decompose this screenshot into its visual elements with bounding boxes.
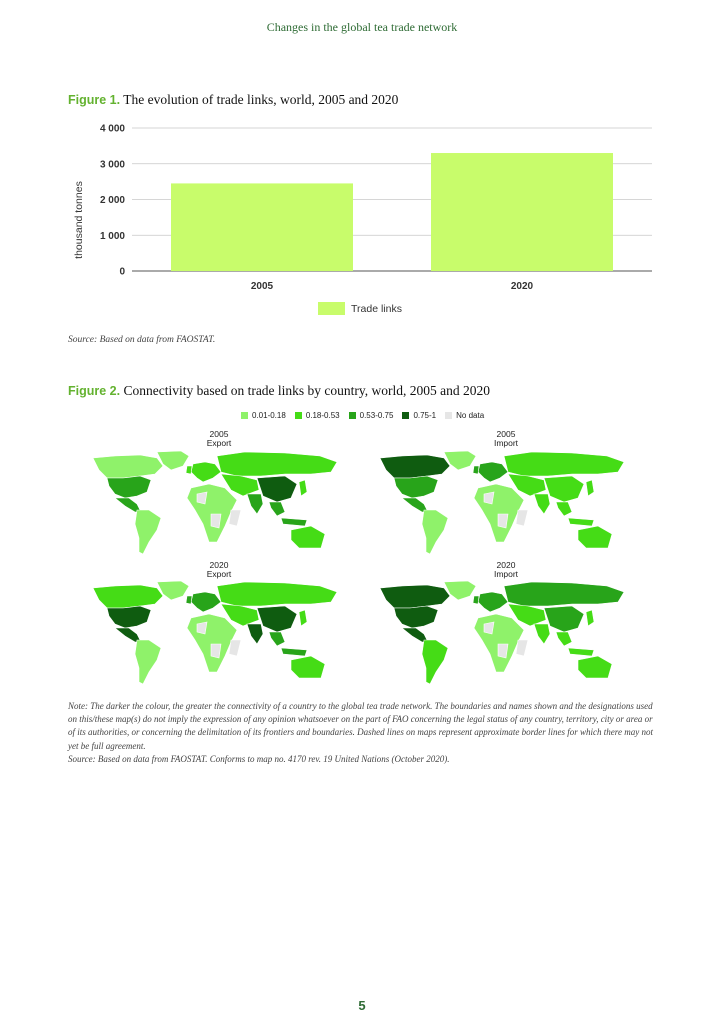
- chart-y-axis-label: thousand tonnes: [73, 181, 85, 259]
- region-seasia: [568, 518, 594, 526]
- region-europe: [186, 466, 192, 474]
- region-china: [544, 476, 584, 502]
- region-samerica: [422, 640, 448, 684]
- region-india: [247, 494, 263, 514]
- figure2-title: [68, 383, 490, 399]
- map-legend-item: [445, 411, 484, 420]
- figure2-caption: Connectivity based on trade links by country, world, 2005 and 2020: [123, 383, 491, 398]
- figure2-source: Source: Based on data from FAOSTAT. Conforms to map no. 4170 rev. 19 United Nations (October 2020).: [68, 753, 450, 764]
- y-tick-label: 0: [119, 266, 125, 278]
- region-europe: [478, 462, 508, 482]
- legend-label-trade-links: Trade links: [351, 302, 402, 315]
- region-seasia: [556, 502, 572, 516]
- map-panel-label-2020-export: 2020 Export: [206, 560, 232, 579]
- region-no-data: [498, 644, 508, 658]
- region-no-data: [211, 514, 221, 528]
- world-map-2005-export: [85, 448, 357, 558]
- region-asia: [299, 480, 307, 496]
- map-legend-item: [241, 411, 286, 420]
- region-seasia: [281, 648, 307, 656]
- region-no-data: [197, 492, 207, 504]
- region-india: [247, 624, 263, 644]
- region-no-data: [516, 640, 528, 656]
- figure2-number: Figure 2.: [68, 384, 121, 398]
- y-tick-label: 1 000: [99, 230, 125, 242]
- region-europe: [473, 596, 479, 604]
- trade-links-bar-chart: [60, 115, 660, 295]
- region-australia: [578, 656, 612, 678]
- figure1-caption: The evolution of trade links, world, 2005 and 2020: [123, 92, 399, 107]
- map-legend-label: 0.18-0.53: [305, 411, 340, 420]
- world-map-2020-export: [85, 578, 357, 688]
- region-india: [534, 494, 550, 514]
- region-no-data: [197, 622, 207, 634]
- legend-swatch-trade-links: [318, 302, 345, 315]
- region-namerica: [394, 476, 438, 498]
- region-australia: [291, 526, 325, 548]
- region-africa: [187, 614, 237, 672]
- map-legend-swatch: [349, 412, 356, 419]
- map-panel-label-2005-export: 2005 Export: [206, 429, 232, 448]
- region-no-data: [211, 644, 221, 658]
- chart-legend: [318, 302, 402, 315]
- figure1-title: [68, 92, 398, 108]
- region-no-data: [516, 510, 528, 526]
- region-namerica: [107, 476, 151, 498]
- chart-y-ticks: [100, 124, 125, 278]
- region-no-data: [229, 640, 241, 656]
- region-no-data: [498, 514, 508, 528]
- region-seasia: [269, 632, 285, 646]
- bar-2005: [171, 183, 353, 271]
- region-africa: [474, 484, 524, 542]
- map-legend-swatch: [445, 412, 452, 419]
- region-namerica: [107, 606, 151, 628]
- region-canada: [93, 455, 163, 478]
- region-seasia: [568, 648, 594, 656]
- region-canada: [93, 585, 163, 608]
- region-china: [257, 476, 297, 502]
- region-russia: [217, 452, 337, 476]
- region-canada: [380, 585, 450, 608]
- region-seasia: [556, 632, 572, 646]
- figure1-source: Source: Based on data from FAOSTAT.: [68, 335, 216, 345]
- world-map-2020-import: [372, 578, 644, 688]
- region-europe: [478, 592, 508, 612]
- region-russia: [217, 582, 337, 606]
- region-europe: [473, 466, 479, 474]
- region-australia: [291, 656, 325, 678]
- map-legend-item: [402, 411, 436, 420]
- region-europe: [191, 462, 221, 482]
- region-asia: [586, 480, 594, 496]
- region-asia: [299, 610, 307, 626]
- map-legend-item: [295, 411, 340, 420]
- region-namerica: [394, 606, 438, 628]
- map-legend-swatch: [241, 412, 248, 419]
- x-tick-label: 2020: [510, 281, 534, 292]
- map-panel-label-2005-import: 2005 Import: [493, 429, 519, 448]
- region-samerica: [135, 510, 161, 554]
- world-map-2005-import: [372, 448, 644, 558]
- region-samerica: [422, 510, 448, 554]
- map-legend: [241, 411, 484, 420]
- bar-2020: [431, 153, 613, 271]
- map-legend-label: No data: [456, 411, 485, 420]
- region-africa: [474, 614, 524, 672]
- running-head: Changes in the global tea trade network: [266, 20, 458, 34]
- map-legend-swatch: [402, 412, 409, 419]
- region-australia: [578, 526, 612, 548]
- map-legend-label: 0.01-0.18: [252, 411, 286, 420]
- map-legend-label: 0.53-0.75: [359, 411, 394, 420]
- x-tick-label: 2005: [250, 281, 274, 292]
- region-canada: [380, 455, 450, 478]
- region-russia: [504, 582, 624, 606]
- map-panel-label-2020-import: 2020 Import: [493, 560, 519, 579]
- chart-x-ticks: [251, 281, 534, 292]
- region-europe: [191, 592, 221, 612]
- region-seasia: [281, 518, 307, 526]
- region-china: [544, 606, 584, 632]
- map-legend-swatch: [295, 412, 302, 419]
- map-legend-label: 0.75-1: [413, 411, 437, 420]
- region-asia: [586, 610, 594, 626]
- region-africa: [187, 484, 237, 542]
- figure2-note-block: [68, 700, 656, 766]
- region-samerica: [135, 640, 161, 684]
- region-no-data: [484, 622, 494, 634]
- chart-bars: [171, 153, 613, 271]
- figure1-number: Figure 1.: [68, 93, 121, 107]
- figure2-note: Note: The darker the colour, the greater the connectivity of a country to the global tea trade network. The boundaries and names shown and the designations used on this/these map(s) do not imply the expression of any opinion whatsoever on the part of FAO concerning the legal status of any country, territory, city or area or of its authorities, or concerning the delimitation of its frontiers and boundaries. Dashed lines on maps represent approximate border lines for which there may not yet be full agreement.: [68, 701, 653, 751]
- region-europe: [186, 596, 192, 604]
- page-number: 5: [358, 998, 366, 1013]
- y-tick-label: 2 000: [99, 195, 125, 206]
- region-india: [534, 624, 550, 644]
- region-china: [257, 606, 297, 632]
- y-tick-label: 4 000: [99, 123, 125, 135]
- region-no-data: [229, 510, 241, 526]
- region-no-data: [484, 492, 494, 504]
- region-russia: [504, 452, 624, 476]
- map-legend-item: [349, 411, 394, 420]
- y-tick-label: 3 000: [99, 159, 125, 171]
- region-seasia: [269, 502, 285, 516]
